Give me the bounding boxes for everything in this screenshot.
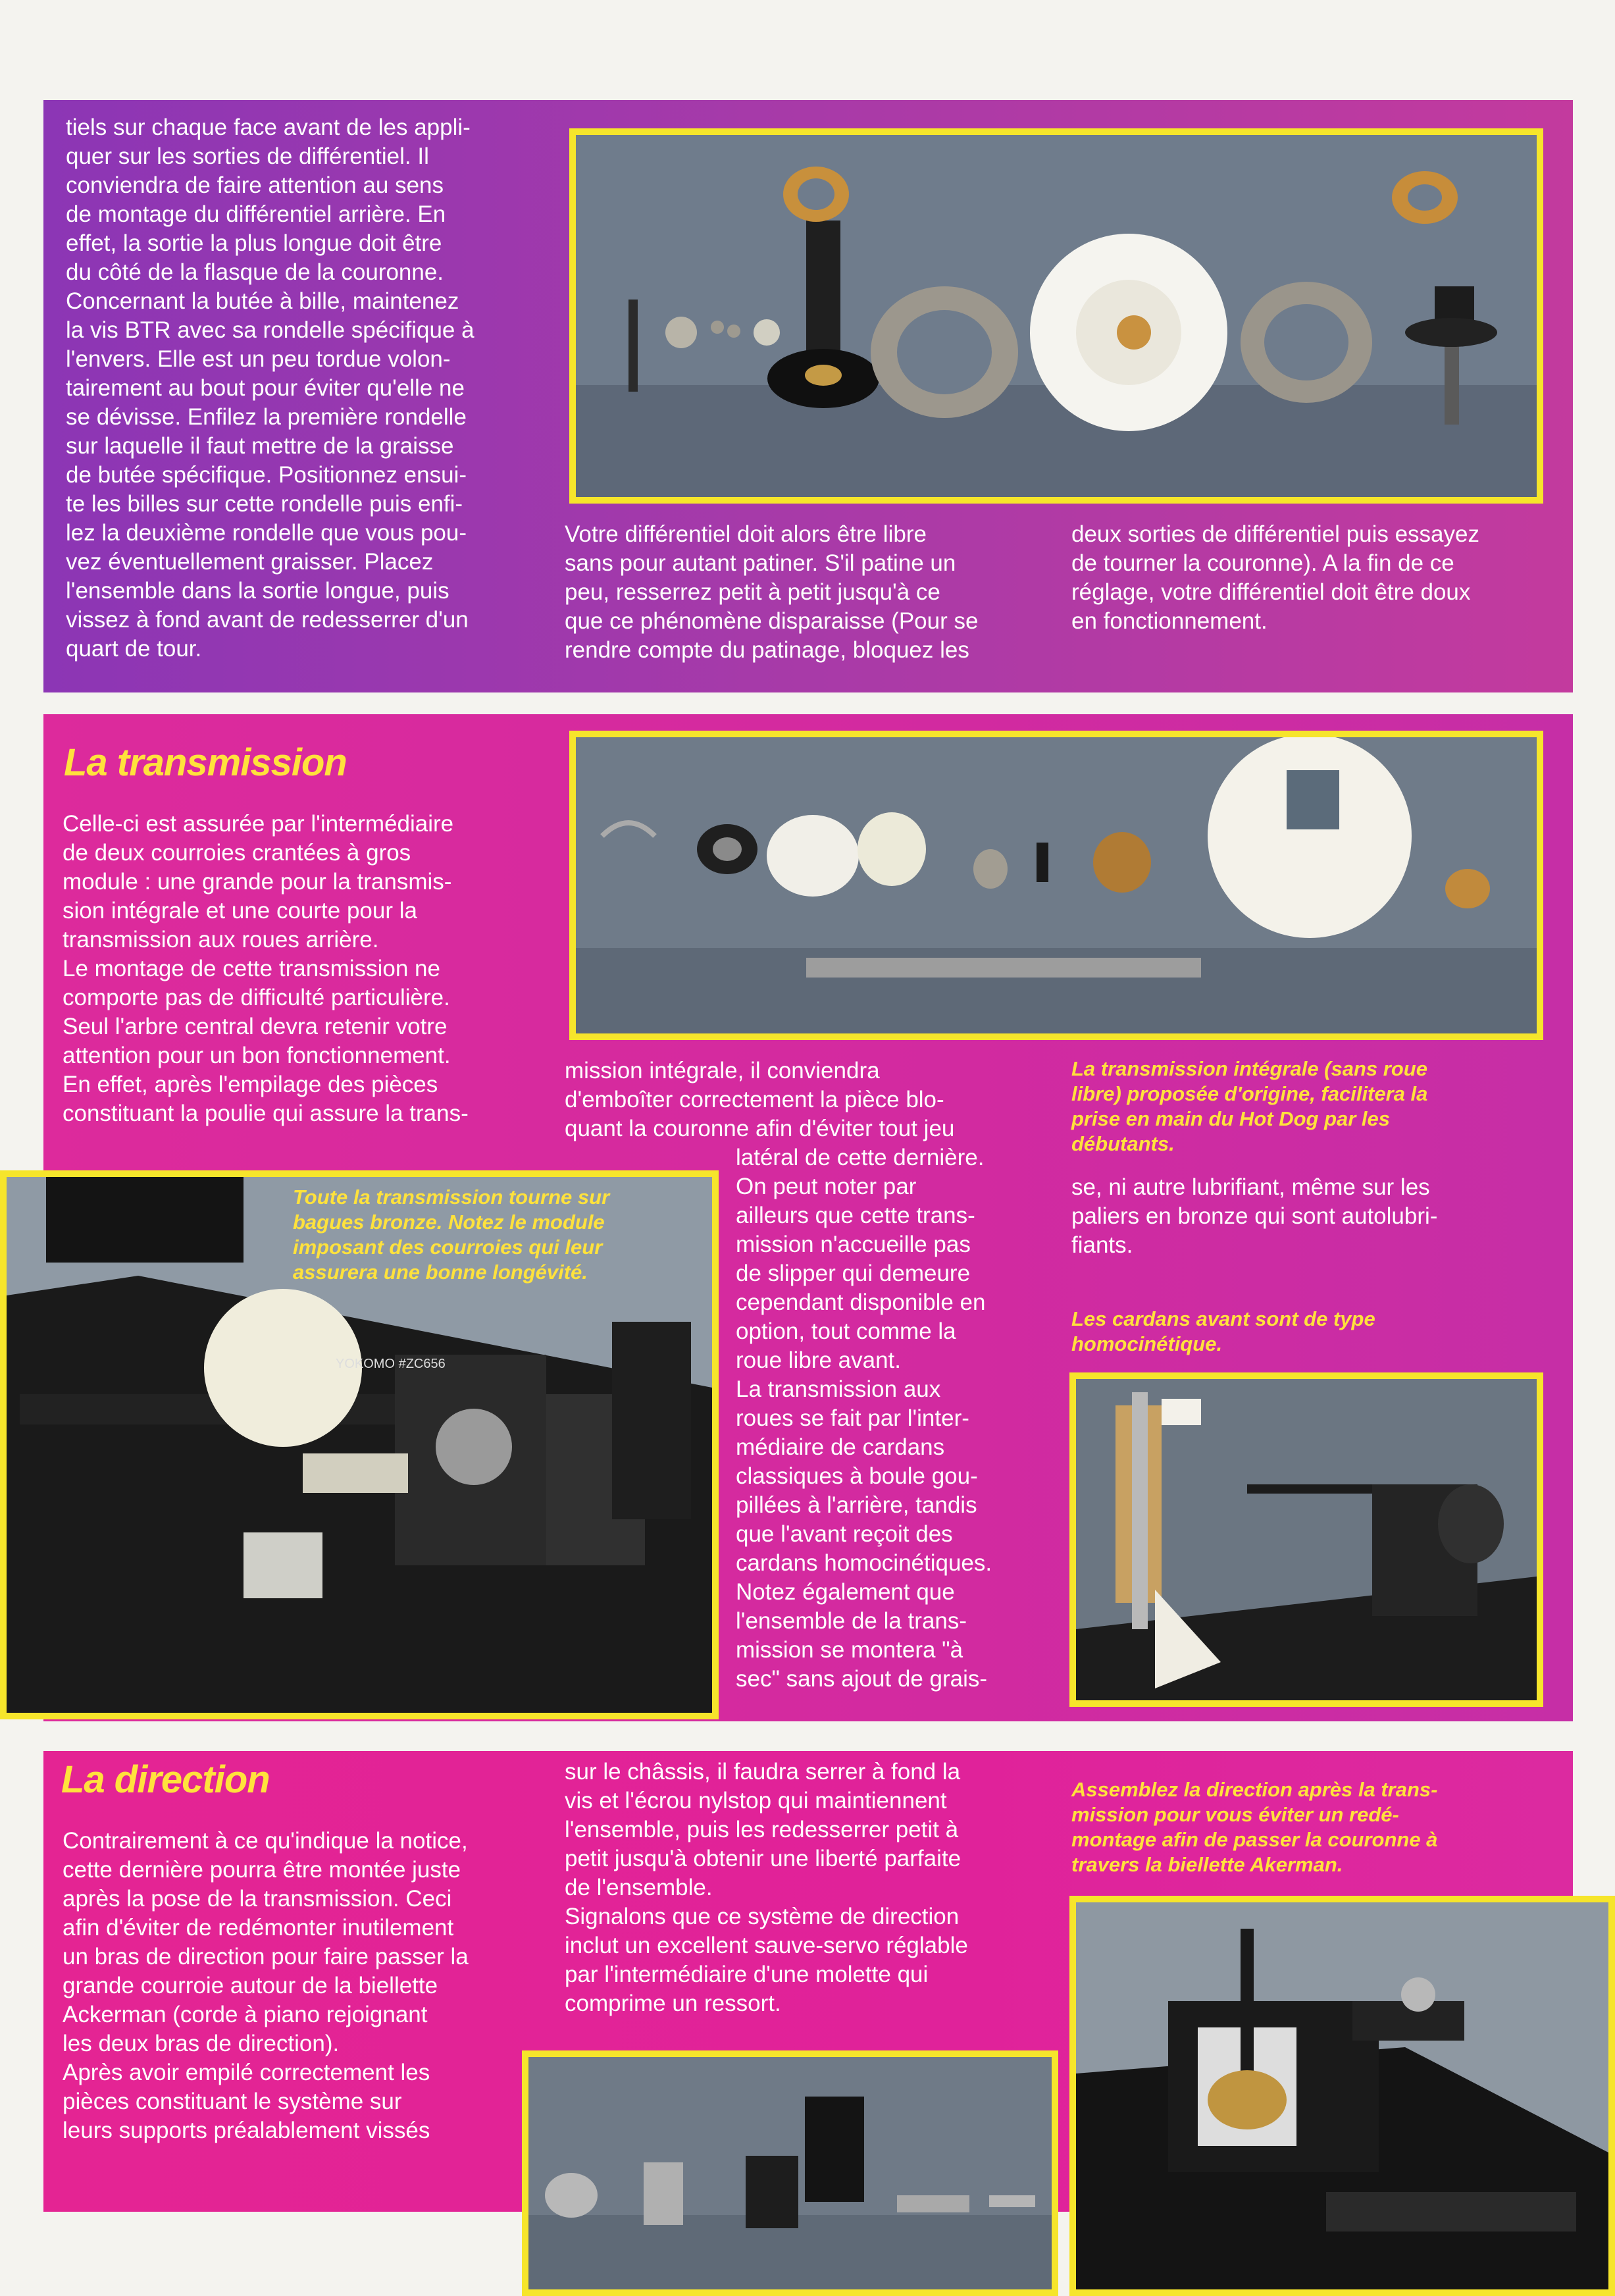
section1-col1-text: tiels sur chaque face avant de les appli- quer sur les sorties de différentiel. Il conviendra de faire attention au sens de montage du différentiel arrière. En effet, la sortie la plus longue doit être du côté de la flasque de la couronne. Concernant la butée à bille, maintenez la vis BTR avec sa rondelle spécifique à l'envers. Elle est un peu tordue volon- tairement au bout pour éviter qu'elle ne se dévisse. Enfilez la première rondelle sur laquelle il faut mettre de la graisse de butée spécifique. Positionnez ensui- te les billes sur cette rondelle puis enfi- lez la deuxième rondelle que vous pou- vez éventuellement graisser. Placez l'ensemble dans la sortie longue, puis vissez à fond avant de redesserrer d'un quart de tour.: [66, 115, 474, 662]
section1-col2-text: Votre différentiel doit alors être libre sans pour autant patiner. S'il patine un peu, resserrez petit à petit jusqu'à ce que ce phénomène disparaisse (Pour se rendre compte du patinage, bloquez les: [565, 521, 979, 663]
caption-bagues-bronze: Toute la transmission tourne sur bagues bronze. Notez le module imposant des courroies qui leur assurera une bonne longévité.: [293, 1186, 610, 1284]
photo-direction-parts: [522, 2050, 1058, 2296]
section3-col2-text: sur le châssis, il faudra serrer à fond la vis et l'écrou nylstop qui maintiennent l'ensemble, puis les redesserrer petit à petit jusqu'à obtenir une liberté parfaite de l'ensemble. Signalons que ce système de direction inclut un excellent sauve-servo réglable par l'intermédiaire d'une molette qui comprime un ressort.: [565, 1759, 968, 2016]
caption-transmission-integrale: La transmission intégrale (sans roue libre) proposée d'origine, facilitera la prise en main du Hot Dog par les débutants.: [1071, 1057, 1428, 1155]
caption-assemblage-direction: Assemblez la direction après la trans- mission pour vous éviter un redé- montage afin de passer la couronne à travers la biellette Akerman.: [1071, 1778, 1438, 1876]
belt-print-text: YOKOMO #ZC656: [336, 1357, 446, 1371]
photo-direction-assembled: [1069, 1896, 1615, 2296]
section2-col3-text: se, ni autre lubrifiant, même sur les paliers en bronze qui sont autolubri- fiants.: [1071, 1174, 1438, 1258]
caption-cardans-homocinetiques: Les cardans avant sont de type homocinétique.: [1071, 1307, 1375, 1355]
photo-differential-parts: [569, 128, 1543, 504]
section3-col1-text: Contrairement à ce qu'indique la notice, cette dernière pourra être montée juste après la pose de la transmission. Ceci afin d'éviter de redémonter inutilement un bras de direction pour faire passer la grande courroie autour de la biellette Ackerman (corde à piano rejoignant les deux bras de direction). Après avoir empilé correctement les pièces constituant le système sur leurs supports préalablement vissés: [63, 1828, 469, 2143]
section2-col2a-text: mission intégrale, il conviendra d'emboîter correctement la pièce blo- quant la couronne afin d'éviter tout jeu: [565, 1058, 955, 1141]
section2-col2b-text: latéral de cette dernière. On peut noter par ailleurs que cette trans- mission n'accueille pas de slipper qui demeure cependant disponible en option, tout comme la roue libre avant. La transmission aux roues se fait par l'inter- médiaire de cardans classiques à boule gou- pillées à l'arrière, tandis que l'avant reçoit des cardans homocinétiques. Notez également que l'ensemble de la trans- mission se montera "à sec" sans ajout de grais-: [736, 1145, 992, 1692]
section2-col1-text: Celle-ci est assurée par l'intermédiaire de deux courroies crantées à gros module : une grande pour la transmis- sion intégrale et une courte pour la transmission aux roues arrière. Le montage de cette transmission ne comporte pas de difficulté particulière. Seul l'arbre central devra retenir votre attention pour un bon fonctionnement. En effet, après l'empilage des pièces constituant la poulie qui assure la trans-: [63, 811, 469, 1126]
section-title-transmission: La transmission: [64, 741, 347, 784]
photo-front-cardans: [1069, 1372, 1543, 1707]
photo-transmission-parts: [569, 731, 1543, 1040]
section1-col3-text: deux sorties de différentiel puis essayez de tourner la couronne). A la fin de ce réglage, votre différentiel doit être doux en fonctionnement.: [1071, 521, 1479, 634]
section-title-direction: La direction: [61, 1758, 270, 1801]
